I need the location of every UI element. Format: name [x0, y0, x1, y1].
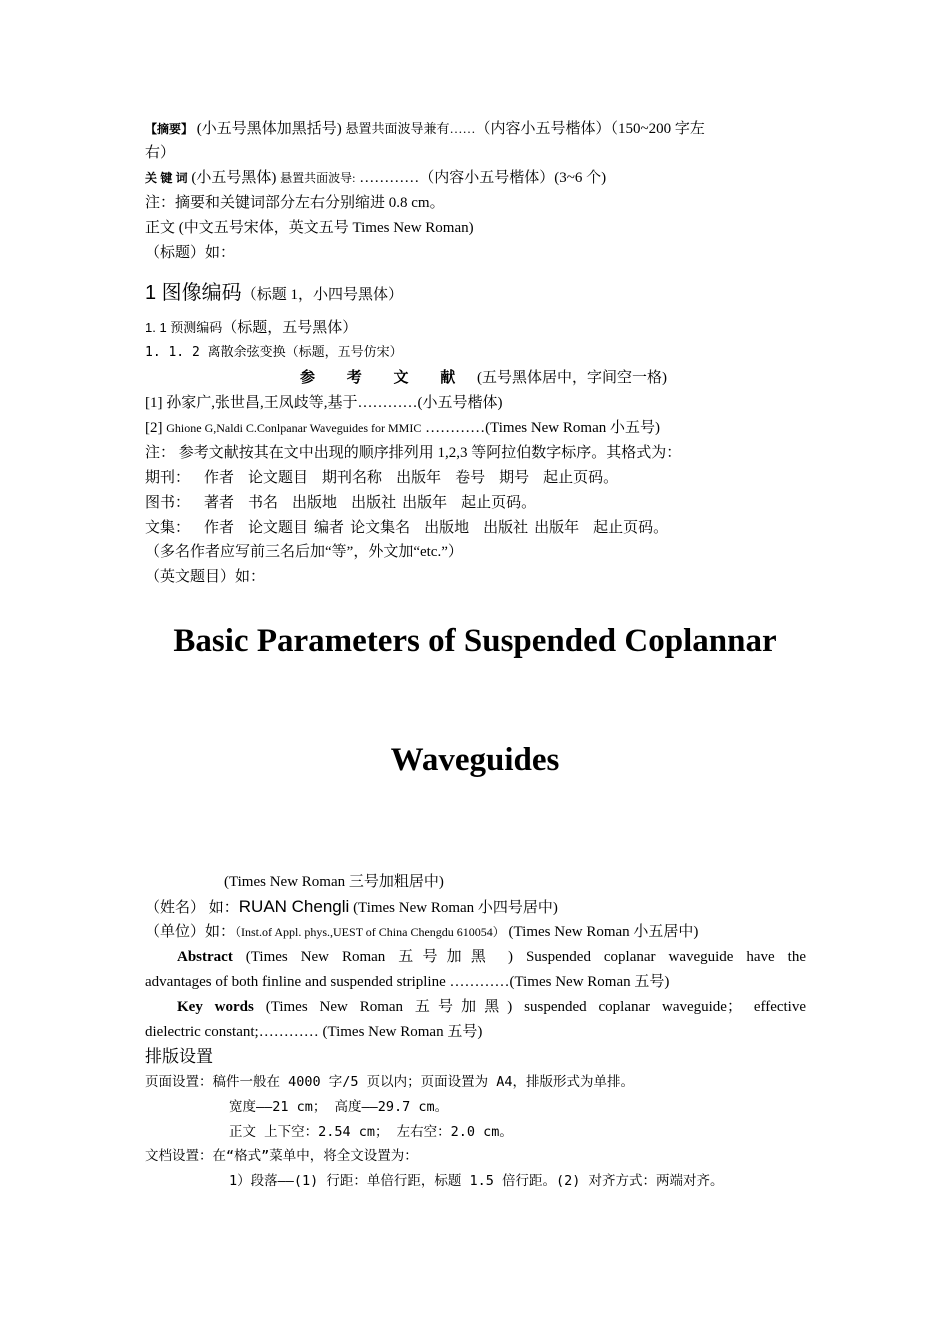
format-collection-label: 文集： — [145, 520, 191, 536]
english-title-label: （英文题目）如： — [145, 569, 266, 585]
format-item: 出版年 — [396, 470, 442, 486]
abstract-label: 【摘要】 — [145, 122, 194, 136]
references-note: 注： 参考文献按其在文中出现的顺序排列用 1,2,3 等阿拉伯数字标序。其格式为： — [145, 445, 682, 461]
page-setup-text-1: 稿件一般在 4000 字/5 页以内；页面设置为 A4，排版形式为单排。 — [212, 1074, 635, 1090]
heading-2-line — [145, 318, 357, 338]
english-keywords-text: (Times New Roman 五号加黑) suspended coplanar waveguide； effective — [265, 999, 806, 1015]
keywords-sample: 悬置共面波导: — [280, 171, 356, 185]
doc-setup-line-2: 1）段落——(1) 行距：单倍行距，标题 1.5 倍行距。(2) 对齐方式：两端对齐。 — [229, 1173, 724, 1189]
reference-2-num: [2] — [145, 420, 163, 436]
name-note: (Times New Roman 小四号居中) — [353, 900, 558, 916]
format-item: 作者 — [204, 470, 235, 486]
english-abstract-cont: advantages of both finline and suspended stripline …………(Times New Roman 五号) — [145, 974, 670, 990]
format-item: 起止页码。 — [543, 470, 619, 486]
format-book-label: 图书： — [145, 495, 191, 511]
reference-2-text: Ghione G,Naldi C.Conlpanar Waveguides for MMIC — [166, 421, 422, 435]
keywords-dots: …………（内容小五号楷体）(3~6 个) — [359, 170, 607, 186]
references-title-line — [300, 368, 667, 388]
english-keywords — [145, 997, 806, 1017]
references-title: 参 考 文 献 — [300, 370, 470, 386]
format-item: 出版地 — [424, 520, 470, 536]
abstract-line-cont: 右） — [145, 145, 176, 161]
keywords-line — [145, 168, 606, 188]
format-item: 论文题目 — [248, 470, 309, 486]
format-item: 著者 — [204, 495, 235, 511]
format-item: 起止页码。 — [593, 520, 669, 536]
page-setup-label: 页面设置： — [145, 1074, 213, 1090]
name-line — [145, 897, 558, 918]
format-item: 出版社 — [351, 495, 397, 511]
page-setup-line-1 — [145, 1072, 634, 1092]
abstract-sample: 悬置共面波导兼有…… — [345, 121, 476, 136]
format-item: 编者 — [314, 520, 345, 536]
english-abstract-label: Abstract — [177, 949, 233, 965]
english-title-note: (Times New Roman 三号加粗居中) — [224, 874, 444, 890]
reference-1 — [145, 393, 503, 413]
english-abstract — [145, 947, 806, 967]
english-abstract-text: (Times New Roman 五号加黑 ) Suspended coplanar waveguide have the — [245, 949, 806, 965]
format-item: 出版社 — [483, 520, 529, 536]
unit-note: (Times New Roman 小五居中) — [508, 924, 699, 940]
english-title-line-1: Basic Parameters of Suspended Coplannar — [173, 623, 777, 659]
keywords-label: 关 键 词 — [145, 171, 188, 185]
unit-label: （单位）如： — [145, 924, 236, 940]
format-item: 出版年 — [402, 495, 448, 511]
page-setup-line-3: 正文 上下空：2.54 cm； 左右空：2.0 cm。 — [229, 1124, 513, 1140]
abstract-line — [145, 119, 705, 139]
body-text-line: 正文 (中文五号宋体，英文五号 Times New Roman) — [145, 220, 474, 236]
layout-heading: 排版设置 — [145, 1047, 213, 1066]
format-journal — [145, 468, 618, 488]
heading-2-note: （标题，五号黑体） — [222, 320, 358, 336]
format-item: 起止页码。 — [461, 495, 537, 511]
format-item: 作者 — [204, 520, 235, 536]
author-name: RUAN Chengli — [238, 897, 350, 916]
heading-1: 1 图像编码 — [145, 282, 242, 304]
doc-setup-text-1: 在“格式”菜单中，将全文设置为： — [212, 1148, 418, 1164]
format-item: 论文集名 — [350, 520, 411, 536]
heading-3: 1. 1. 2 离散余弦变换（标题，五号仿宋） — [145, 345, 403, 360]
format-item: 出版地 — [292, 495, 338, 511]
name-label: （姓名） 如： — [145, 900, 239, 916]
references-title-note: (五号黑体居中，字间空一格) — [477, 370, 668, 386]
page-setup-line-2: 宽度——21 cm； 高度——29.7 cm。 — [229, 1099, 449, 1115]
english-keywords-label: Key words — [177, 999, 254, 1015]
format-item: 卷号 — [455, 470, 486, 486]
reference-2-note: …………(Times New Roman 小五号) — [425, 420, 660, 436]
reference-1-note: (小五号楷体) — [417, 395, 503, 411]
format-item: 期号 — [499, 470, 530, 486]
format-book — [145, 493, 536, 513]
english-title-line-2: Waveguides — [390, 742, 560, 778]
heading-1-line — [145, 280, 403, 306]
english-keywords-cont: dielectric constant;………… (Times New Roman 五号) — [145, 1024, 483, 1040]
format-journal-label: 期刊： — [145, 470, 191, 486]
format-item: 书名 — [248, 495, 279, 511]
doc-setup-label: 文档设置： — [145, 1148, 213, 1164]
format-item: 论文题目 — [248, 520, 309, 536]
multi-author-note: （多名作者应写前三名后加“等”，外文加“etc.”） — [145, 544, 463, 560]
abstract-note-2: （内容小五号楷体）（150~200 字左 — [475, 121, 705, 137]
reference-2 — [145, 418, 660, 438]
indent-note: 注：摘要和关键词部分左右分别缩进 0.8 cm。 — [145, 195, 445, 211]
heading-2: 1. 1 预测编码 — [145, 320, 223, 335]
doc-setup-line-1 — [145, 1146, 418, 1166]
heading-1-note: （标题 1，小四号黑体） — [241, 287, 403, 303]
reference-1-text: [1] 孙家广,张世昌,王凤歧等,基于………… — [145, 395, 418, 411]
format-collection — [145, 518, 668, 538]
unit-text: （Inst.of Appl. phys.,UEST of China Chengdu 610054） — [235, 925, 505, 939]
abstract-note: (小五号黑体加黑括号) — [196, 121, 342, 137]
keywords-note: (小五号黑体) — [191, 170, 277, 186]
format-item: 出版年 — [534, 520, 580, 536]
unit-line — [145, 922, 698, 942]
format-item: 期刊名称 — [322, 470, 383, 486]
title-example-label: （标题）如： — [145, 245, 236, 261]
